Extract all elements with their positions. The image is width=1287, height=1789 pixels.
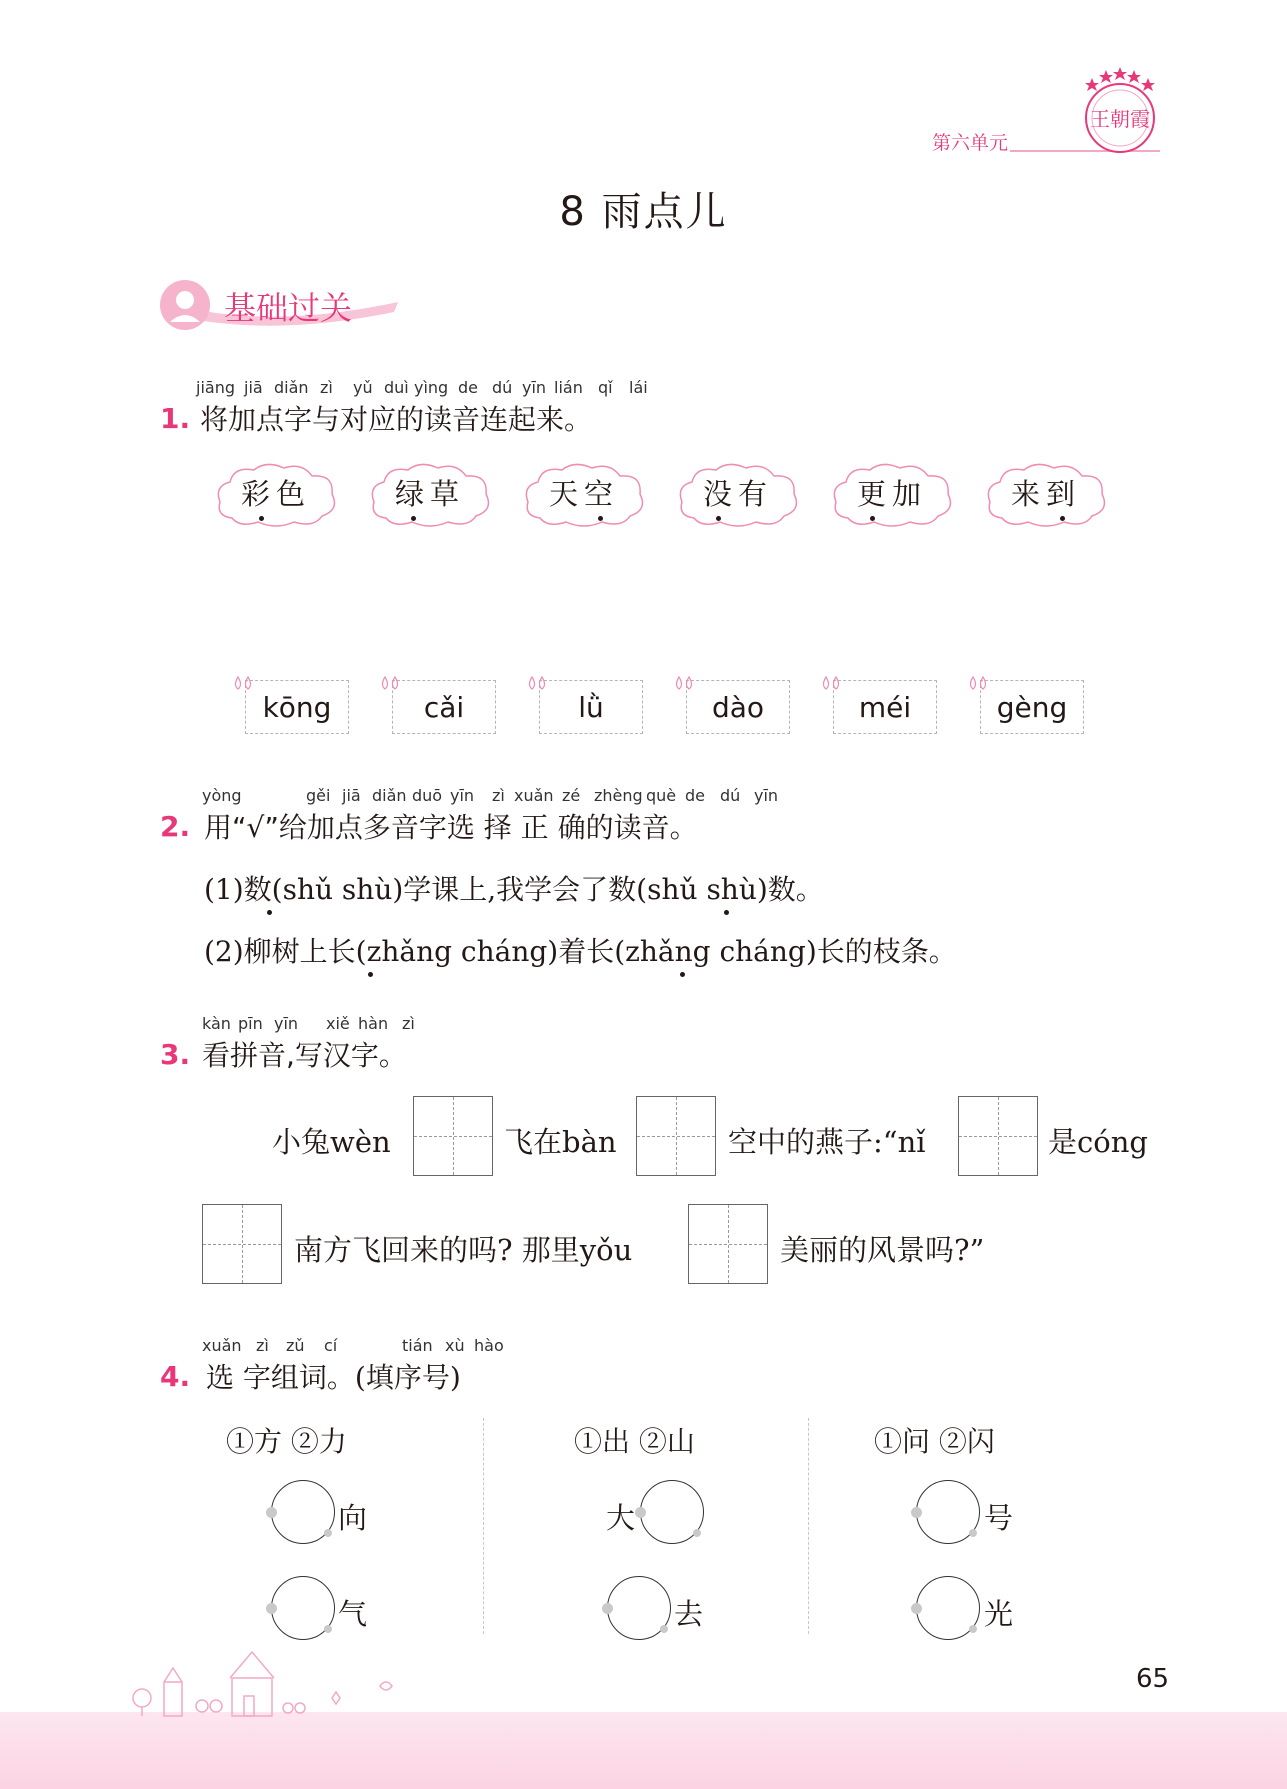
pinyin-syllable: duì [384,378,409,397]
pinyin-syllable: xù [445,1336,465,1355]
reading-box[interactable] [833,680,937,734]
pinyin-syllable: yīn [450,786,475,805]
q3-number: 3. [160,1038,191,1071]
q2-instruction [204,806,698,846]
castle-decoration-icon [120,1648,420,1718]
cloud-word-card[interactable] [214,460,338,530]
q2-line-1: (1)数(shǔ shù)学课上,我学会了数(shǔ shù)数。 [204,873,824,906]
q4-text: 选 字组词。 [206,1361,355,1394]
word-char: 光 [984,1597,1014,1631]
pinyin-syllable: yīn [274,1014,299,1033]
pinyin-syllable: jiā [342,786,361,805]
reading-text: méi [858,691,912,724]
pinyin-syllable: tián [402,1336,433,1355]
pinyin-syllable: jiā [244,378,263,397]
q1-instruction: 将加点字与对应的读音连起来。 [200,403,593,436]
pinyin-syllable: cí [324,1336,338,1355]
pinyin-syllable: zé [562,786,581,805]
reading-text: kōng [262,691,332,724]
pinyin-syllable: dú [492,378,513,397]
column-divider [808,1418,809,1634]
pinyin-syllable: yǔ [353,378,373,397]
reading-text: gèng [996,691,1068,724]
q3-segment: 是cóng [1048,1125,1148,1159]
unit-label: 第六单元 [932,132,1009,154]
pinyin-syllable: zì [320,378,333,397]
word-char: 气 [338,1597,368,1631]
emphasis-dot [716,516,721,521]
reading-text: dào [711,691,765,724]
cloud-word-card[interactable] [984,460,1108,530]
option-list: ①方 ②力 [226,1425,347,1458]
pinyin-syllable: dú [720,786,741,805]
page-number: 65 [1136,1664,1170,1694]
q3-pinyin [202,1014,462,1034]
emphasis-dot [724,910,729,915]
tianzige-box[interactable] [958,1096,1038,1176]
pinyin-syllable: diǎn [274,378,309,397]
q3-segment: 南方飞回来的吗? 那里yǒu [294,1233,633,1267]
svg-text:王朝霞: 王朝霞 [1090,107,1150,131]
q2-text-c: 给加点多音字选 择 正 确的读音。 [278,811,698,844]
tianzige-box[interactable] [636,1096,716,1176]
footer-band [0,1712,1287,1789]
cloud-word: 更加 [856,477,927,511]
pinyin-syllable: yìng [414,378,449,397]
pinyin-syllable: duō [412,786,443,805]
pinyin-syllable: pīn [238,1014,263,1033]
pinyin-syllable: yīn [522,378,547,397]
q3-segment: 美丽的风景吗?” [780,1233,985,1267]
q2-number: 2. [160,810,191,843]
pinyin-syllable: lián [554,378,583,397]
pinyin-syllable: qǐ [598,378,613,397]
cloud-word: 彩色 [240,477,311,511]
pinyin-syllable: zì [256,1336,269,1355]
pinyin-syllable: hào [474,1336,504,1355]
reading-text: cǎi [423,691,465,724]
emphasis-dot [1060,516,1065,521]
tianzige-box[interactable] [688,1204,768,1284]
answer-circle[interactable] [916,1480,980,1544]
cloud-word: 天空 [548,477,619,511]
q3-instruction: 看拼音,写汉字。 [202,1039,407,1072]
pinyin-syllable: zì [492,786,505,805]
pinyin-syllable: xuǎn [202,1336,242,1355]
pinyin-syllable: kàn [202,1014,231,1033]
tianzige-box[interactable] [202,1204,282,1284]
pinyin-syllable: de [685,786,705,805]
pinyin-syllable: de [458,378,478,397]
answer-circle[interactable] [271,1480,335,1544]
reading-text: lǜ [578,691,604,724]
q2-line-2: (2)柳树上长(zhǎng cháng)着长(zhǎng cháng)长的枝条。 [204,935,957,968]
reading-box[interactable] [539,680,643,734]
q3-segment: 飞在bàn [504,1125,617,1159]
cloud-word-card[interactable] [522,460,646,530]
pinyin-syllable: hàn [358,1014,389,1033]
pinyin-syllable: yòng [202,786,242,805]
pinyin-syllable: zhèng [594,786,643,805]
option-list: ①问 ②闪 [874,1425,995,1458]
cloud-word: 来到 [1010,477,1081,511]
q1-number: 1. [160,402,191,435]
q2-pinyin [202,786,822,806]
emphasis-dot [411,516,416,521]
q4-paren: (填序号) [354,1361,461,1394]
pinyin-syllable: gěi [306,786,331,805]
reading-box[interactable] [245,680,349,734]
cloud-word: 绿草 [394,477,465,511]
brand-seal-logo [1072,64,1168,160]
q3-segment: 小兔wèn [272,1125,391,1159]
cloud-word-card[interactable] [368,460,492,530]
q2-text-a: 用 [204,811,233,844]
reading-box[interactable] [686,680,790,734]
section-title: 基础过关 [224,289,353,327]
cloud-word-card[interactable] [830,460,954,530]
word-char: 号 [984,1501,1014,1535]
cloud-word: 没有 [702,477,773,511]
q4-number: 4. [160,1360,191,1393]
reading-box[interactable] [980,680,1084,734]
q3-segment: 空中的燕子:“nǐ [728,1125,926,1159]
pinyin-syllable: xuǎn [514,786,554,805]
answer-circle[interactable] [640,1480,704,1544]
q4-instruction [206,1356,461,1396]
word-char: 大 [606,1501,636,1535]
reading-box[interactable] [392,680,496,734]
answer-circle[interactable] [607,1576,671,1640]
q4-pinyin [202,1336,542,1356]
option-list: ①出 ②山 [574,1425,695,1458]
word-char: 去 [674,1597,704,1631]
q1-pinyin [196,378,796,398]
word-char: 向 [338,1501,368,1535]
pinyin-syllable: què [646,786,677,805]
emphasis-dot [598,516,603,521]
checkmark-symbol: “√” [232,811,279,844]
pinyin-syllable: xiě [326,1014,350,1033]
pinyin-syllable: lái [629,378,648,397]
answer-circle[interactable] [916,1576,980,1640]
pinyin-syllable: yīn [754,786,779,805]
emphasis-dot [680,972,685,977]
pinyin-syllable: diǎn [372,786,407,805]
pinyin-syllable: jiāng [196,378,235,397]
emphasis-dot [259,516,264,521]
page-title: 8 雨点儿 [559,189,728,235]
answer-circle[interactable] [271,1576,335,1640]
emphasis-dot [267,910,272,915]
emphasis-dot [368,972,373,977]
cloud-word-card[interactable] [676,460,800,530]
pinyin-syllable: zǔ [286,1336,305,1355]
column-divider [483,1418,484,1634]
tianzige-box[interactable] [413,1096,493,1176]
pinyin-syllable: zì [402,1014,415,1033]
emphasis-dot [870,516,875,521]
